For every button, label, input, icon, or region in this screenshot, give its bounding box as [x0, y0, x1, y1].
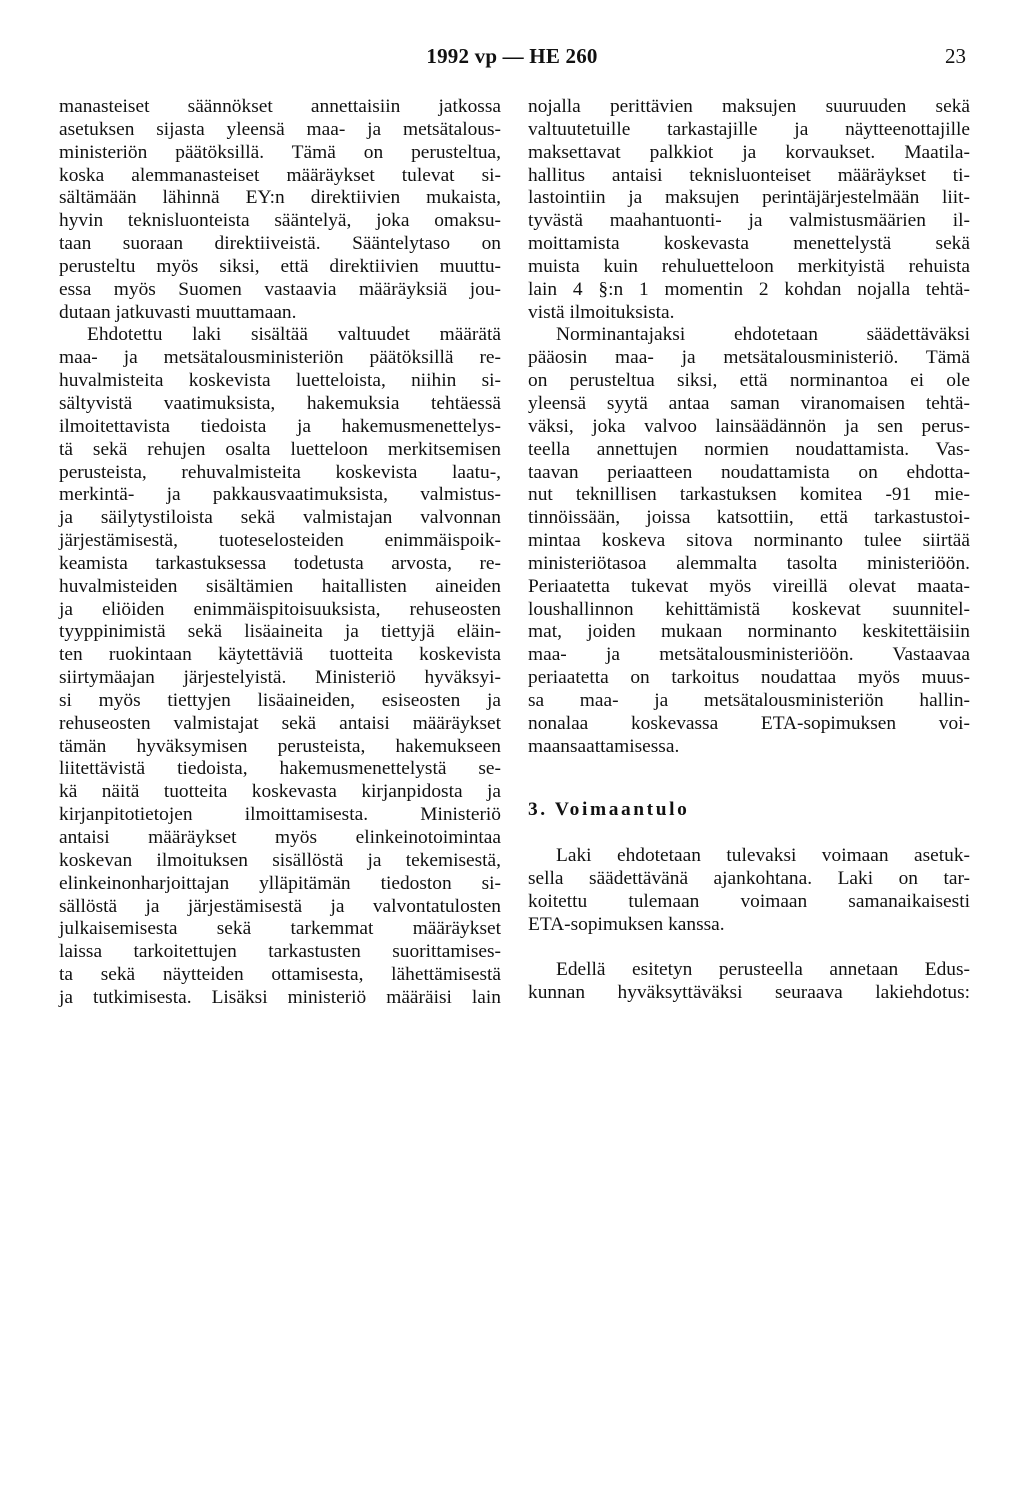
text-line: kä näitä tuotteita koskevasta kirjanpidosta ja	[59, 781, 501, 803]
text-line: koitettu tulemaan voimaan samanaikaisesti	[528, 890, 970, 912]
text-line: merkintä- ja pakkausvaatimuksista, valmistus-	[59, 484, 501, 506]
paragraph-gap	[528, 758, 970, 781]
text-line: vistä ilmoituksista.	[528, 301, 675, 323]
text-line: nonalaa koskevassa ETA-sopimuksen voi-	[528, 712, 970, 734]
text-line: huvalmisteita koskevista luetteloista, niihin si-	[59, 370, 501, 392]
text-line: lain 4 §:n 1 momentin 2 kohdan nojalla tehtä-	[528, 278, 970, 300]
text-line: Laki ehdotetaan tulevaksi voimaan asetuk-	[556, 845, 970, 866]
text-line: on perusteltua siksi, että norminantoa ei ole	[528, 370, 970, 392]
text-line: moittamista koskevasta menettelystä sekä	[528, 233, 970, 255]
text-line: ja tutkimisesta. Lisäksi ministeriö määräisi lain	[59, 986, 501, 1008]
text-line: ilmoitettavista tiedoista ja hakemusmenettelys-	[59, 415, 501, 437]
text-line: mat, joiden mukaan norminanto keskitettäisiin	[528, 621, 970, 643]
text-line: essa myös Suomen vastaavia määräyksiä jou-	[59, 278, 501, 300]
text-line: elinkeinonharjoittajan ylläpitämän tiedoston si-	[59, 872, 501, 894]
text-line: taavan periaatteen noudattamista on ehdotta-	[528, 461, 970, 483]
text-line: maksettavat palkkiot ja korvaukset. Maatila-	[528, 141, 970, 163]
text-line: lastointiin ja maksujen perintäjärjestelmään liit-	[528, 187, 970, 209]
text-line: tämän hyväksymisen perusteista, hakemukseen	[59, 735, 501, 757]
paragraph-gap	[528, 822, 970, 845]
text-line: rehuseosten valmistajat sekä antaisi määräykset	[59, 712, 501, 734]
text-line: huvalmisteiden sisältämien haitallisten aineiden	[59, 575, 501, 597]
text-line: nut teknillisen tarkastuksen komitea -91 mie-	[528, 484, 970, 506]
text-line: maa- ja metsätalousministeriön päätöksillä re-	[59, 347, 501, 369]
text-line: Norminantajaksi ehdotetaan säädettäväksi	[556, 324, 970, 346]
text-line: ETA-sopimuksen kanssa.	[528, 913, 725, 935]
text-line: pääosin maa- ja metsätalousministeriö. Tämä	[528, 347, 970, 369]
text-line: perusteista, rehuvalmisteita koskevista laatu-,	[59, 461, 501, 483]
text-line: maansaattamisessa.	[528, 735, 680, 757]
text-line: tinnöissään, joissa katsottiin, että tarkastustoi-	[528, 507, 970, 529]
text-line: sältyvistä vaatimuksista, hakemuksia tehtäessä	[59, 392, 501, 414]
text-line: hallitus antaisi teknisluonteiset määräykset ti-	[528, 164, 970, 186]
text-line: ta sekä näytteiden ottamisesta, lähettämisestä	[59, 964, 501, 986]
text-line: Periaatetta tukevat myös vireillä olevat maata-	[528, 575, 970, 597]
text-line: järjestämisestä, tuoteselosteiden enimmäispoik-	[59, 530, 501, 552]
text-line: loushallinnon kehittämistä koskevat suunnitel-	[528, 598, 970, 620]
left-column	[59, 96, 501, 1010]
text-line: laissa tarkoitettujen tarkastusten suorittamises-	[59, 941, 501, 963]
text-line: Ehdotettu laki sisältää valtuudet määrätä	[87, 324, 501, 346]
text-line: ten ruokintaan käytettäviä tuotteita koskevista	[59, 644, 501, 666]
paragraph-gap	[528, 936, 970, 959]
text-line: teella annettujen normien noudattamista. Vas-	[528, 438, 970, 460]
text-line: ministeriön päätöksillä. Tämä on perusteltua,	[59, 141, 501, 163]
text-line: ministeriötasoa alemmalta tasolta ministeriöön.	[528, 552, 970, 574]
text-line: manasteiset säännökset annettaisiin jatkossa	[59, 96, 501, 117]
text-line: Edellä esitetyn perusteella annetaan Edus-	[556, 959, 970, 981]
text-line: sella säädettävänä ajankohtana. Laki on tar-	[528, 867, 970, 889]
text-line: koskevan ilmoituksen sisällöstä ja tekemisestä,	[59, 849, 501, 871]
page-number: 23	[945, 44, 966, 68]
text-line: koska alemmanasteiset määräykset tulevat si-	[59, 164, 501, 186]
text-line: tyyppinimistä sekä lisäaineita ja tiettyjä eläin-	[59, 621, 501, 643]
text-line: ja eliöiden enimmäispitoisuuksista, rehuseosten	[59, 598, 501, 620]
text-line: ja säilytystiloista sekä valmistajan valvonnan	[59, 507, 501, 529]
text-line: antaisi määräykset myös elinkeinotoimintaa	[59, 827, 501, 848]
paragraph-gap	[528, 781, 970, 799]
text-line: sa maa- ja metsätalousministeriön hallin-	[528, 689, 970, 711]
text-line: mintaa koskeva sitova norminanto tulee siirtää	[528, 530, 970, 552]
text-line: muista kuin rehuluetteloon merkityistä rehuista	[528, 255, 970, 277]
text-line: tä sekä rehujen osalta luetteloon merkitsemisen	[59, 438, 501, 460]
document-title: 1992 vp — HE 260	[426, 44, 598, 68]
text-line: väksi, joka valvoo lainsäädännön ja sen perus-	[528, 415, 970, 437]
text-line: siirtymäajan järjestelyistä. Ministeriö hyväksyi-	[59, 667, 501, 689]
text-line: kirjanpitotietojen ilmoittamisesta. Ministeriö	[59, 804, 501, 826]
section-heading: 3. Voimaantulo	[528, 799, 690, 821]
text-line: maa- ja metsätalousministeriöön. Vastaavaa	[528, 644, 970, 666]
text-line: julkaisemisesta sekä tarkemmat määräykset	[59, 918, 501, 940]
text-line: valtuutetuille tarkastajille ja näytteenottajille	[528, 118, 970, 140]
text-line: keamista tarkastuksessa todetusta arvosta, re-	[59, 552, 501, 574]
text-line: sältämään lähinnä EY:n direktiivien mukaista,	[59, 187, 501, 209]
text-line: asetuksen sijasta yleensä maa- ja metsätalous-	[59, 118, 501, 140]
text-line: tyvästä maahantuonti- ja valmistusmäärien il-	[528, 210, 970, 232]
page-header	[0, 44, 1024, 70]
text-line: hyvin teknisluonteista sääntelyä, joka omaksu-	[59, 210, 501, 232]
text-line: perusteltu myös siksi, että direktiivien muuttu-	[59, 255, 501, 277]
text-line: yleensä syytä antaa saman viranomaisen tehtä-	[528, 392, 970, 414]
text-line: si myös tiettyjen lisäaineiden, esiseosten ja	[59, 689, 501, 711]
right-column	[528, 96, 970, 1005]
text-line: nojalla perittävien maksujen suuruuden sekä	[528, 96, 970, 117]
text-line: kunnan hyväksyttäväksi seuraava lakiehdotus:	[528, 982, 970, 1004]
text-line: dutaan jatkuvasti muuttamaan.	[59, 301, 297, 323]
text-line: taan suoraan direktiiveistä. Sääntelytaso on	[59, 233, 501, 255]
text-line: liitettävistä tiedoista, hakemusmenettelystä se-	[59, 758, 501, 780]
text-line: sällöstä ja järjestämisestä ja valvontatulosten	[59, 895, 501, 917]
text-line: periaatetta on tarkoitus noudattaa myös muus-	[528, 667, 970, 689]
